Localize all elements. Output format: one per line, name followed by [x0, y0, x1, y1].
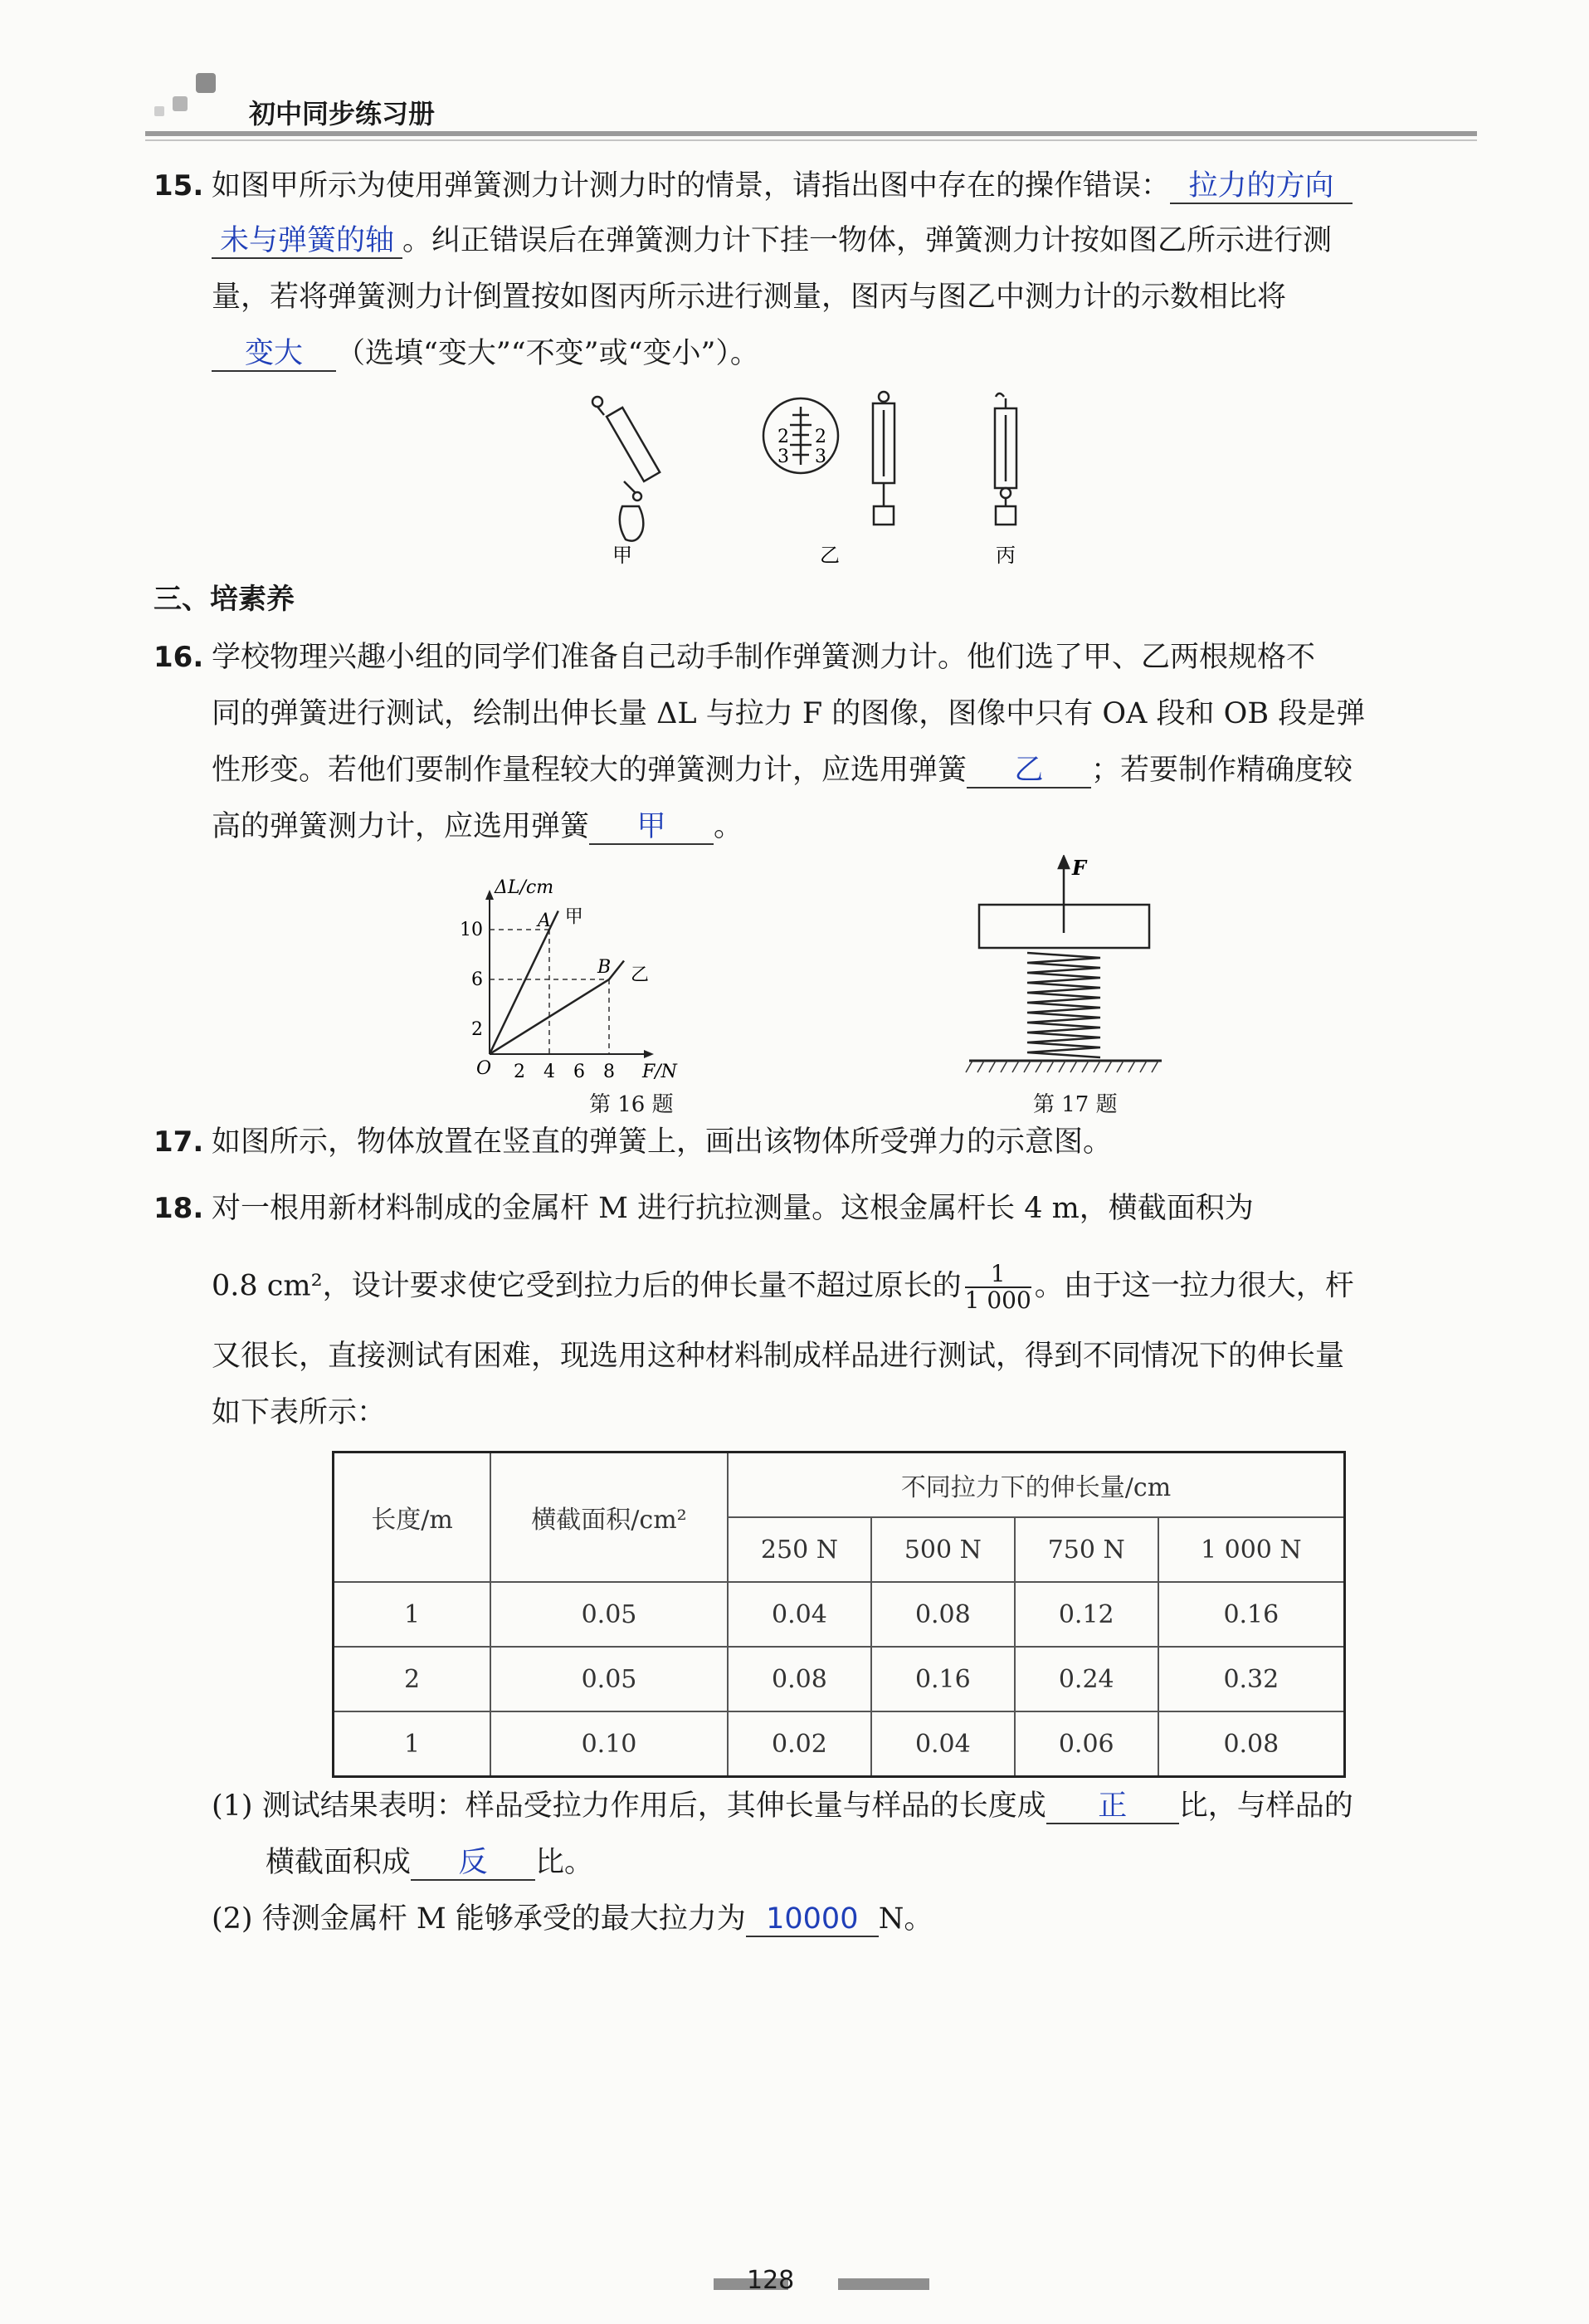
figure-jia-tilted-scale: [592, 397, 660, 541]
table-row: 1 0.05 0.04 0.08 0.12 0.16: [334, 1582, 1345, 1647]
y-axis-arrow: [485, 890, 494, 900]
x-tick-label: 6: [573, 1062, 585, 1082]
q18-answer-3: 10000: [746, 1902, 879, 1937]
x-tick-label: 8: [603, 1062, 615, 1082]
q17-figure: [963, 855, 1178, 1087]
th-force: 750 N: [1015, 1517, 1158, 1582]
x-tick-label: 4: [543, 1062, 555, 1082]
q15-figures: [573, 390, 1054, 569]
q15-answer-1a: 拉力的方向: [1170, 169, 1353, 204]
q16-line3: 性形变。若他们要制作量程较大的弹簧测力计，应选用弹簧 乙 ；若要制作精确度较: [212, 754, 1353, 787]
y-tick-label: 10: [460, 920, 483, 940]
q16-number: 16.: [154, 641, 204, 674]
q17-text: 如图所示，物体放置在竖直的弹簧上，画出该物体所受弹力的示意图。: [212, 1125, 1113, 1159]
y-tick-label: 2: [471, 1019, 483, 1040]
q18-part2: (2) 待测金属杆 M 能够承受的最大拉力为 10000 N。: [212, 1902, 933, 1936]
th-area: 横截面积/cm²: [490, 1452, 728, 1583]
th-force: 250 N: [728, 1517, 871, 1582]
q18-line1: 对一根用新材料制成的金属杆 M 进行抗拉测量。这根金属杆长 4 m，横截面积为: [212, 1192, 1254, 1225]
q16-line4: 高的弹簧测力计，应选用弹簧 甲 。: [212, 810, 743, 843]
footer-bar-right: [838, 2278, 929, 2290]
q17-number: 17.: [154, 1125, 204, 1159]
page-number: 128: [747, 2266, 795, 2295]
header-rule-thin: [145, 139, 1477, 141]
th-group: 不同拉力下的伸长量/cm: [728, 1452, 1345, 1518]
th-length: 长度/m: [334, 1452, 491, 1583]
zoom-digit-2-left: 2: [777, 427, 789, 447]
x-tick-label: 2: [514, 1062, 525, 1082]
q18-line4: 如下表所示：: [212, 1396, 387, 1429]
q16-caption: 第 16 题: [589, 1092, 674, 1117]
q16-line1: 学校物理兴趣小组的同学们准备自己动手制作弹簧测力计。他们选了甲、乙两根规格不: [212, 641, 1316, 674]
point-label-B: B: [597, 957, 612, 978]
fig-label-jia: 甲: [612, 544, 632, 567]
figure-bing-inverted-scale: [995, 393, 1016, 525]
header-title: 初中同步练习册: [249, 98, 436, 129]
spring: [1027, 953, 1100, 1057]
q18-line3: 又很长，直接测试有困难，现选用这种材料制成样品进行测试，得到不同情况下的伸长量: [212, 1340, 1345, 1373]
q15-answer-2: 变大: [212, 337, 336, 372]
q15-line2: 未与弹簧的轴 。纠正错误后在弹簧测力计下挂一物体，弹簧测力计按如图乙所示进行测: [212, 221, 1473, 261]
fig-label-bing: 丙: [996, 544, 1016, 567]
fig-label-yi: 乙: [820, 544, 840, 567]
th-force: 500 N: [871, 1517, 1015, 1582]
section-title: 三、培素养: [154, 583, 295, 616]
y-tick-label: 6: [471, 969, 483, 990]
table-row: 2 0.05 0.08 0.16 0.24 0.32: [334, 1647, 1345, 1711]
zoom-digit-3-right: 3: [815, 447, 826, 467]
x-axis-arrow: [644, 1050, 654, 1058]
series-label: 甲: [564, 906, 583, 928]
q18-answer-1: 正: [1046, 1789, 1179, 1824]
q15-line1: 如图甲所示为使用弹簧测力计测力时的情景，请指出图中存在的操作错误： 拉力的方向: [212, 166, 1473, 206]
q16-answer-2: 甲: [589, 810, 714, 845]
zoom-digit-2-right: 2: [815, 427, 826, 447]
q17-caption: 第 17 题: [1033, 1092, 1118, 1117]
q18-line2: 0.8 cm²，设计要求使它受到拉力后的伸长量不超过原长的 $\frac{1}{1 000}$ 。由于这一拉力很大，杆: [212, 1260, 1354, 1314]
q15-number: 15.: [154, 169, 204, 203]
q15-line3: 量，若将弹簧测力计倒置按如图丙所示进行测量，图丙与图乙中测力计的示数相比将: [212, 281, 1287, 314]
q18-data-table: [332, 1451, 1346, 1778]
header-rule: [145, 131, 1477, 136]
point-label-A: A: [538, 911, 551, 931]
force-label: F: [1072, 856, 1087, 880]
q15-line4: 变大 （选填“变大”“不变”或“变小”）。: [212, 334, 1473, 374]
x-axis-label: F/N: [642, 1062, 677, 1082]
origin-label: O: [476, 1058, 492, 1079]
series-label: 乙: [631, 964, 650, 986]
q15-answer-1b: 未与弹簧的轴: [212, 224, 402, 259]
zoom-digit-3-left: 3: [777, 447, 789, 467]
q18-number: 18.: [154, 1192, 204, 1225]
th-force: 1 000 N: [1158, 1517, 1345, 1582]
q18-part1-line1: (1) 测试结果表明：样品受拉力作用后，其伸长量与样品的长度成 正 比，与样品的: [212, 1789, 1353, 1823]
table-row: 1 0.10 0.02 0.04 0.06 0.08: [334, 1711, 1345, 1777]
q18-part1-line2: 横截面积成 反 比。: [266, 1846, 594, 1879]
q18-answer-2: 反: [411, 1846, 535, 1881]
fraction-1-1000: $\frac{1}{1 000}$: [964, 1260, 1031, 1314]
q16-chart: [440, 855, 788, 1104]
q16-line2: 同的弹簧进行测试，绘制出伸长量 ΔL 与拉力 F 的图像，图像中只有 OA 段和 OB 段是弹: [212, 697, 1366, 730]
y-axis-label: ΔL/cm: [495, 877, 554, 898]
q16-answer-1: 乙: [967, 754, 1091, 788]
